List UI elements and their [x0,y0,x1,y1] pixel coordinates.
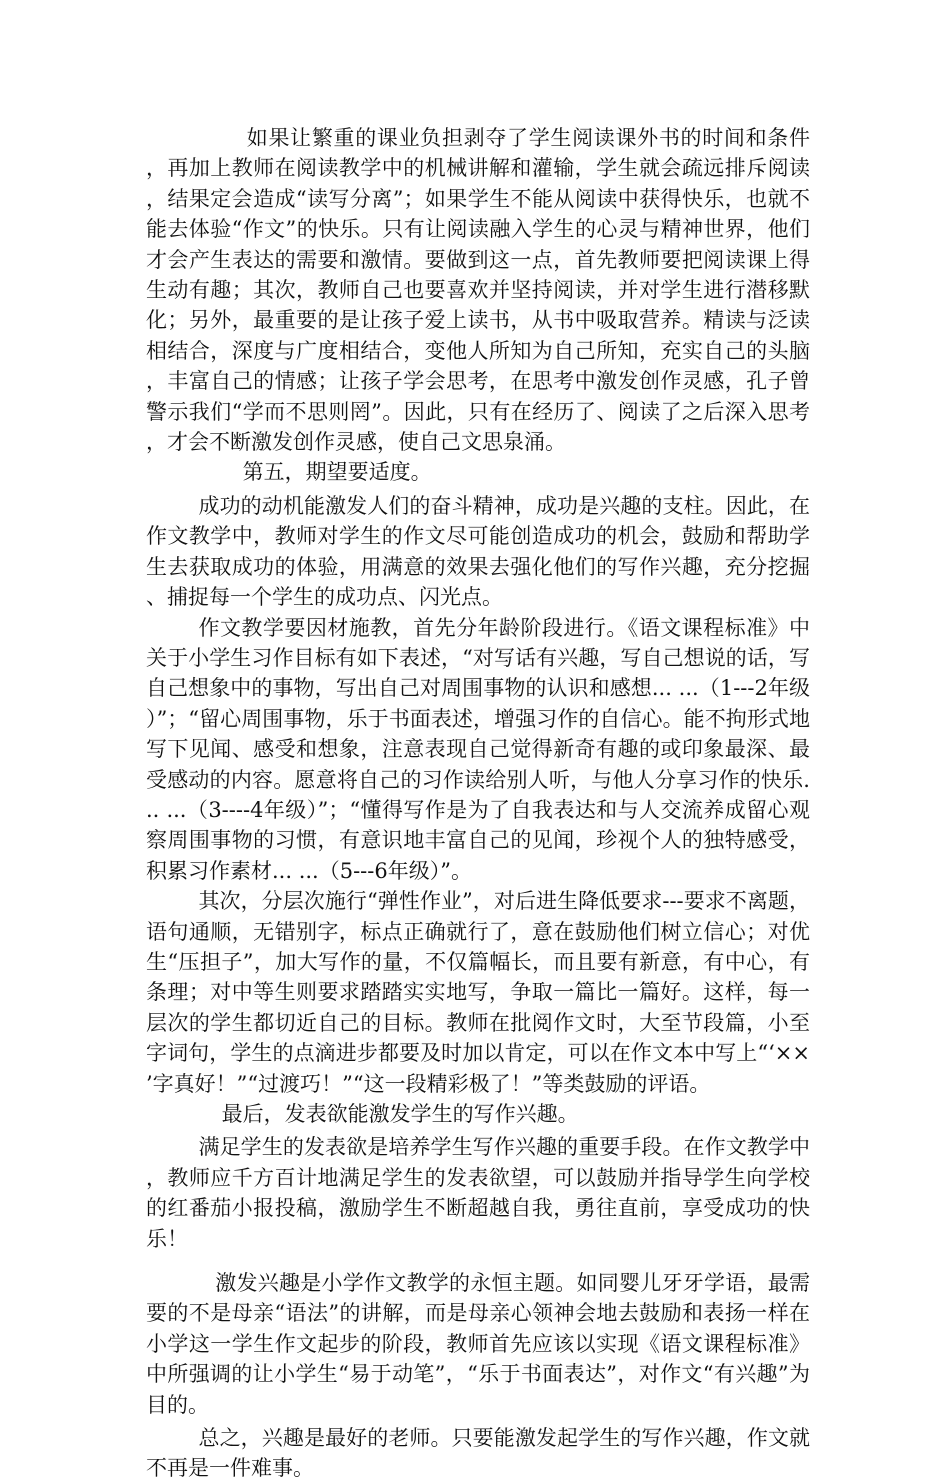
section-heading-last: 最后，发表欲能激发学生的写作兴趣。 [221,1102,579,1126]
paragraph-publishing-desire: 满足学生的发表欲是培养学生写作兴趣的重要手段。在作文教学中，教师应千方百计地满足学生的发表欲望，可以鼓励并指导学生向学校的红番茄小报投稿，激励学生不断超越自我，勇往直前，享受成功的快乐！ [146,1135,810,1251]
paragraph-eternal-theme: 激发兴趣是小学作文教学的永恒主题。如同婴儿牙牙学语，最需要的不是母亲“语法”的讲解，而是母亲心领神会地去鼓励和表扬一样在小学这一学生作文起步的阶段，教师首先应该以实现《语文课程标准》中所强调的让小学生“易于动笔”，“乐于书面表达”，对作文“有兴趣”为目的。 [146,1271,810,1417]
paragraph-success-motivation: 成功的动机能激发人们的奋斗精神，成功是兴趣的支柱。因此，在作文教学中，教师对学生的作文尽可能创造成功的机会，鼓励和帮助学生去获取成功的体验，用满意的效果去强化他们的写作兴趣，充分挖掘、捕捉每一个学生的成功点、闪光点。 [146,493,810,610]
paragraph-conclusion: 总之，兴趣是最好的老师。只要能激发起学生的写作兴趣，作文就不再是一件难事。 [146,1426,810,1481]
section-heading-fifth: 第五，期望要适度。 [242,460,432,485]
paragraph-layered-homework: 其次，分层次施行“弹性作业”，对后进生降低要求---要求不离题，语句通顺，无错别字，标点正确就行了，意在鼓励他们树立信心；对优生“压担子”，加大写作的量，不仅篇幅长，而且要有新意，有中心，有条理；对中等生则要求踏踏实实地写，争取一篇比一篇好。这样，每一层次的学生都切近自己的目标。教师在批阅作文时，大至节段篇，小至字词句，学生的点滴进步都要及时加以肯定，可以在作文本中写上“‘××’字真好！”“过渡巧！”“这一段精彩极了！”等类鼓励的评语。 [146,889,810,1096]
paragraph-reading: 如果让繁重的课业负担剥夺了学生阅读课外书的时间和条件，再加上教师在阅读教学中的机械讲解和灌输，学生就会疏远排斥阅读，结果定会造成“读写分离”；如果学生不能从阅读中获得快乐，也就不能去体验“作文”的快乐。只有让阅读融入学生的心灵与精神世界，他们才会产生表达的需要和激情。要做到这一点，首先教师要把阅读课上得生动有趣；其次，教师自己也要喜欢并坚持阅读，并对学生进行潜移默化；另外，最重要的是让孩子爱上读书，从书中吸取营养。精读与泛读相结合，深度与广度相结合，变他人所知为自己所知，充实自己的头脑，丰富自己的情感；让孩子学会思考，在思考中激发创作灵感，孔子曾警示我们“学而不思则罔”。因此，只有在经历了、阅读了之后深入思考，才会不断激发创作灵感，使自己文思泉涌。 [146,126,810,455]
document-body [146,123,810,1484]
paragraph-teaching-by-age: 作文教学要因材施教，首先分年龄阶段进行。《语文课程标准》中关于小学生习作目标有如下表述，“对写话有兴趣，写自己想说的话，写自己想象中的事物，写出自己对周围事物的认识和感想... ...（1---2年级）”；“留心周围事物，乐于书面表述，增强习作的自信心。能不拘形式地写下见闻、感受和想象，注意表现自己觉得新奇有趣的或印象最深、最受感动的内容。愿意将自己的习作读给别人听，与他人分享习作的快乐... ...（3----4年级）”；“懂得写作是为了自我表达和与人交流养成留心观察周围事物的习惯，有意识地丰富自己的见闻，珍视个人的独特感受，积累习作素材... ...（5---6年级）”。 [146,615,810,883]
